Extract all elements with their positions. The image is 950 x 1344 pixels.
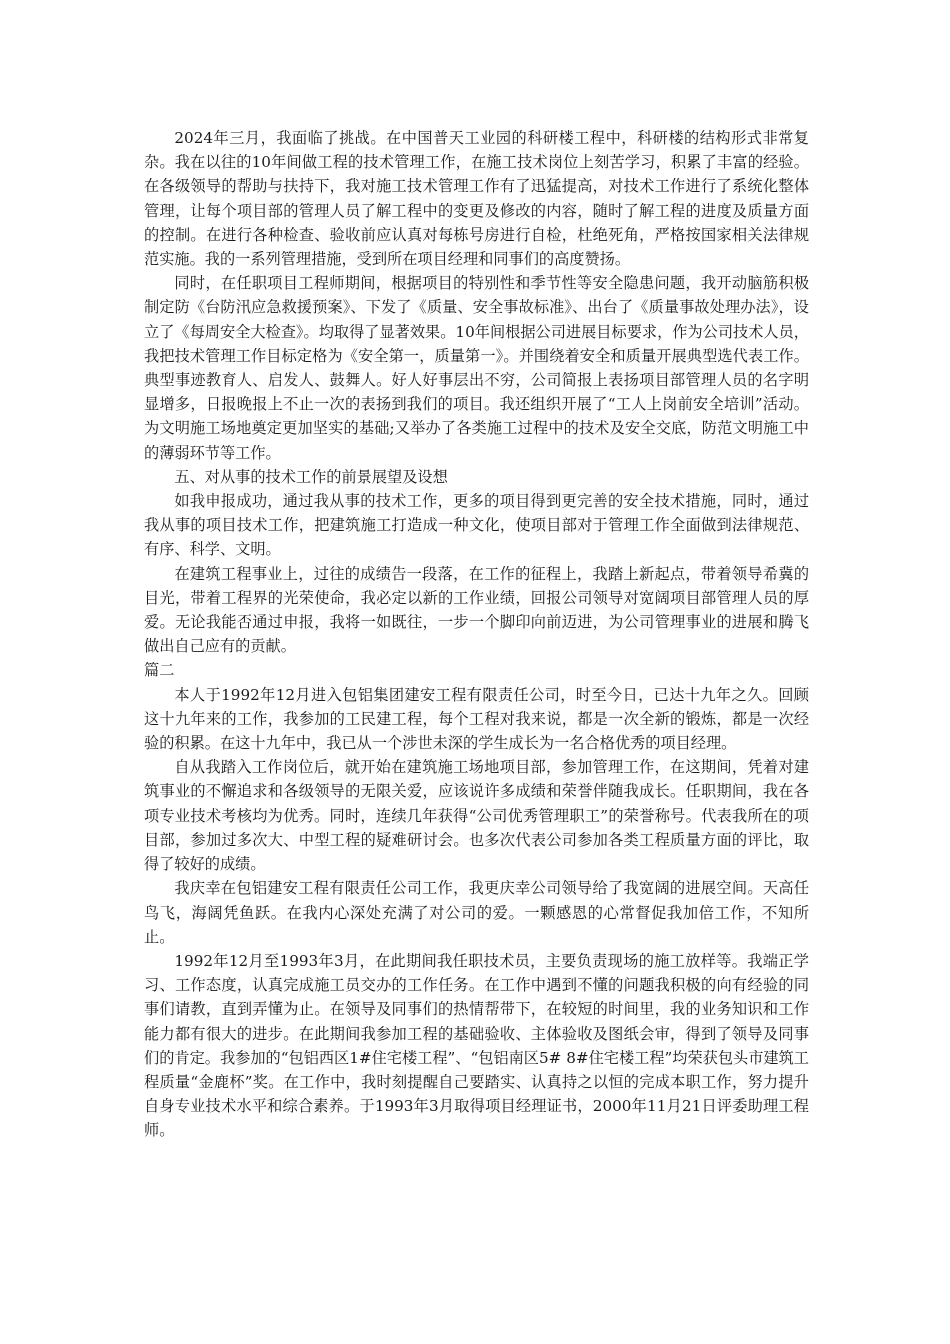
section-title-part-two: 篇二 bbox=[144, 661, 175, 680]
section-heading-outlook: 五、对从事的技术工作的前景展望及设想 bbox=[174, 467, 448, 486]
document-page bbox=[144, 126, 809, 1143]
paragraph-achievements: 自从我踏入工作岗位后，就开始在建筑施工场地项目部，参加管理工作，在这期间，凭着对建筑事业的不懈追求和各级领导的无限关爱，应该说许多成绩和荣誉伴随我成长。任职期间，我在各项专业技术考核均为优秀。同时，连续几年获得“公司优秀管理职工”的荣誉称号。代表我所在的项目部，参加过多次大、中型工程的疑难研讨会。也多次代表公司参加各类工程质量方面的评比，取得了较好的成绩。 bbox=[144, 758, 809, 874]
paragraph-new-start: 在建筑工程事业上，过往的成绩告一段落，在工作的征程上，我踏上新起点，带着领导希冀的目光，带着工程界的光荣使命，我必定以新的工作业绩，回报公司领导对宽阔项目部管理人员的厚爱。无论我能否通过申报，我将一如既往，一步一个脚印向前迈进，为公司管理事业的进展和腾飞做出自己应有的贡献。 bbox=[144, 564, 809, 656]
paragraph-career-intro: 本人于1992年12月进入包铝集团建安工程有限责任公司，时至今日，已达十九年之久。回顾这十九年来的工作，我参加的工民建工程，每个工程对我来说，都是一次全新的锻炼，都是一次经验的积累。在这十九年中，我已从一个涉世未深的学生成长为一名合格优秀的项目经理。 bbox=[144, 685, 809, 753]
paragraph-technician-period: 1992年12月至1993年3月，在此期间我任职技术员，主要负责现场的施工放样等。我端正学习、工作态度，认真完成施工员交办的工作任务。在工作中遇到不懂的问题我积极的向有经验的同事们请教，直到弄懂为止。在领导及同事们的热情帮带下，在较短的时间里，我的业务知识和工作能力都有很大的进步。在此期间我参加工程的基础验收、主体验收及图纸会审，得到了领导及同事们的肯定。我参加的“包铝西区1#住宅楼工程”、“包铝南区5# 8#住宅楼工程”均荣获包头市建筑工程质量“金鹿杯”奖。在工作中，我时刻提醒自己要踏实、认真持之以恒的完成本职工作，努力提升自身专业技术水平和综合素养。于1993年3月取得项目经理证书，2000年11月21日评委助理工程师。 bbox=[144, 951, 809, 1140]
paragraph-gratitude: 我庆幸在包铝建安工程有限责任公司工作，我更庆幸公司领导给了我宽阔的进展空间。天高任鸟飞，海阔凭鱼跃。在我内心深处充满了对公司的爱。一颗感恩的心常督促我加倍工作，不知所止。 bbox=[144, 879, 809, 946]
paragraph-challenge: 2024年三月，我面临了挑战。在中国普天工业园的科研楼工程中，科研楼的结构形式非常复杂。我在以往的10年间做工程的技术管理工作，在施工技术岗位上刻苦学习，积累了丰富的经验。在各级领导的帮助与扶持下，我对施工技术管理工作有了迅猛提高，对技术工作进行了系统化整体管理，让每个项目部的管理人员了解工程中的变更及修改的内容，随时了解工程的进度及质量方面的控制。在进行各种检查、验收前应认真对每栋号房进行自检，杜绝死角，严格按国家相关法律规范实施。我的一系列管理措施，受到所在项目经理和同事们的高度赞扬。 bbox=[144, 129, 809, 269]
paragraph-safety-measures: 同时，在任职项目工程师期间，根据项目的特别性和季节性等安全隐患问题，我开动脑筋积极制定防《台防汛应急救援预案》、下发了《质量、安全事故标准》、出台了《质量事故处理办法》，设立了《每周安全大检查》。均取得了显著效果。10年间根据公司进展目标要求，作为公司技术人员，我把技术管理工作目标定格为《安全第一，质量第一》。并围绕着安全和质量开展典型选代表工作。典型事迹教育人、启发人、鼓舞人。好人好事层出不穷，公司简报上表扬项目部管理人员的名字明显增多，日报晚报上不止一次的表扬到我们的项目。我还组织开展了“工人上岗前安全培训”活动。为文明施工场地奠定更加坚实的基础;又举办了各类施工过程中的技术及安全交底，防范文明施工中的薄弱环节等工作。 bbox=[144, 274, 809, 462]
paragraph-application: 如我申报成功，通过我从事的技术工作，更多的项目得到更完善的安全技术措施，同时，通过我从事的项目技术工作，把建筑施工打造成一种文化，使项目部对于管理工作全面做到法律规范、有序、科学、文明。 bbox=[144, 492, 809, 559]
